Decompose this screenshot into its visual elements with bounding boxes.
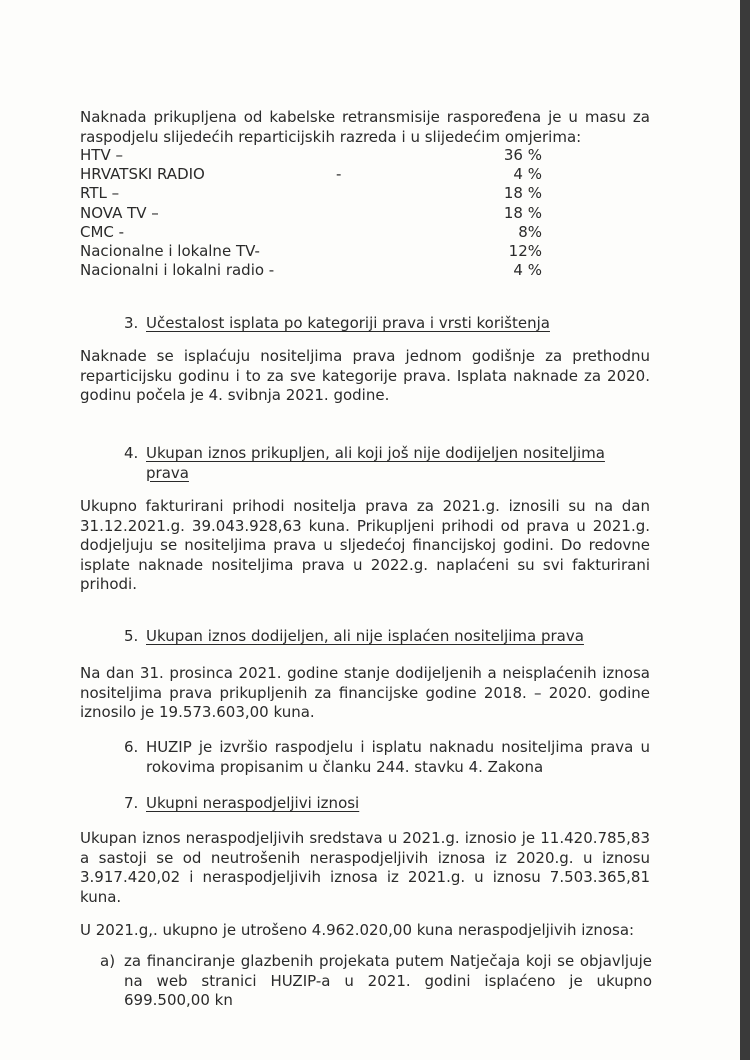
distribution-list [80,146,542,280]
paragraph-line: a sastoji se od neutrošenih neraspodjeljivih iznosa iz 2020.g. u iznosu [80,848,650,867]
scan-edge [740,0,750,1060]
paragraph-line: prihodi. [80,575,137,593]
paragraph-line: HUZIP je izvršio raspodjelu i isplatu naknadu nositeljima prava u [146,738,650,756]
distribution-value: 36 % [503,146,542,164]
paragraph-line: na web stranici HUZIP-a u 2021. godini isplaćeno je ukupno [124,971,652,990]
distribution-value: 4 % [513,261,542,280]
paragraph-line: Ukupno fakturirani prihodi nositelja prava za 2021.g. iznosili su na dan [80,497,650,515]
paragraph-line: 699.500,00 kn [124,991,233,1009]
paragraph-line: nositeljima prava prikupljenih za financijske godine 2018. – 2020. godine [80,683,650,702]
section-title: Ukupan iznos prikupljen, ali koji još nije dodijeljen nositeljima [146,444,605,462]
item-a-text [124,952,652,1011]
paragraph-line: isplate naknade nositeljima prava u 2022.g. naplaćeni su svi fakturirani [80,555,650,574]
distribution-value: 18 % [503,184,542,203]
intro-line: raspodjelu slijedećih reparticijskih razreda i u slijedećim omjerima: [80,127,582,146]
section-6-text [146,738,650,777]
distribution-label: CMC - [80,222,125,241]
distribution-value: 8% [518,222,542,241]
distribution-row [80,241,542,261]
distribution-value: 4 % [513,165,542,184]
distribution-label: NOVA TV – [80,203,159,222]
paragraph-line: Na dan 31. prosinca 2021. godine stanje dodijeljenih a neisplaćenih iznosa [80,664,650,682]
item-letter: a) [100,952,116,970]
section-3-paragraph [80,347,650,406]
section-number: 4. [124,444,139,462]
distribution-label: HRVATSKI RADIO [80,165,205,184]
section-6-item [124,738,650,778]
paragraph-line: 3.917.420,02 i neraspodjeljivih iznosa iz 2021.g. u iznosu 7.503.365,81 [80,868,650,886]
distribution-label: Nacionalne i lokalne TV- [80,241,260,260]
intro-paragraph [80,108,650,147]
distribution-label: RTL – [80,184,120,203]
distribution-dash: - [336,165,342,184]
section-title: Učestalost isplata po kategoriji prava i vrsti korištenja [146,314,550,332]
intro-line: Naknada prikupljena od kabelske retransmisije raspoređena je u masu za [80,108,650,126]
paragraph-line: reparticijsku godinu i to za sve kategorije prava. Isplata naknade za 2020. [80,366,650,385]
distribution-row [80,203,542,223]
section-number: 6. [124,738,139,756]
spent-paragraph [80,921,650,941]
paragraph-line: U 2021.g,. ukupno je utrošeno 4.962.020,00 kuna neraspodjeljivih iznosa: [80,921,635,939]
distribution-label: Nacionalni i lokalni radio - [80,261,275,280]
section-7-heading [124,794,644,814]
section-5-paragraph [80,664,650,723]
section-4-paragraph [80,497,650,595]
paragraph-line: dodjeljuju se nositeljima prava u sljedećoj financijskoj godini. Do redovne [80,536,650,554]
section-title: prava [146,463,189,482]
paragraph-line: iznosilo je 19.573.603,00 kuna. [80,703,315,721]
distribution-row [80,261,542,280]
section-3-heading [124,314,644,334]
section-title: Ukupan iznos dodijeljen, ali nije isplaćen nositeljima prava [146,627,584,645]
section-number: 5. [124,627,139,645]
section-number: 3. [124,314,139,332]
paragraph-line: godinu počela je 4. svibnja 2021. godine. [80,386,390,404]
section-title: Ukupni neraspodjeljivi iznosi [146,794,360,812]
distribution-row [80,184,542,203]
section-4-heading [124,444,644,484]
distribution-row [80,222,542,242]
section-number: 7. [124,794,139,812]
section-7-paragraph [80,829,650,907]
distribution-value: 18 % [503,203,542,222]
section-5-heading [124,627,644,647]
paragraph-line: Naknade se isplaćuju nositeljima prava jednom godišnje za prethodnu [80,347,650,365]
paragraph-line: za financiranje glazbenih projekata putem Natječaja koji se objavljuje [124,952,652,970]
distribution-row [80,165,542,184]
distribution-row [80,146,542,165]
distribution-label: HTV – [80,146,123,164]
paragraph-line: kuna. [80,887,122,906]
distribution-value: 12% [508,241,542,260]
paragraph-line: rokovima propisanim u članku 244. stavku 4. Zakona [146,757,544,776]
paragraph-line: 31.12.2021.g. 39.043.928,63 kuna. Prikupljeni prihodi od prava u 2021.g. [80,516,650,535]
paragraph-line: Ukupan iznos neraspodjeljivih sredstava u 2021.g. iznosio je 11.420.785,83 [80,829,650,847]
